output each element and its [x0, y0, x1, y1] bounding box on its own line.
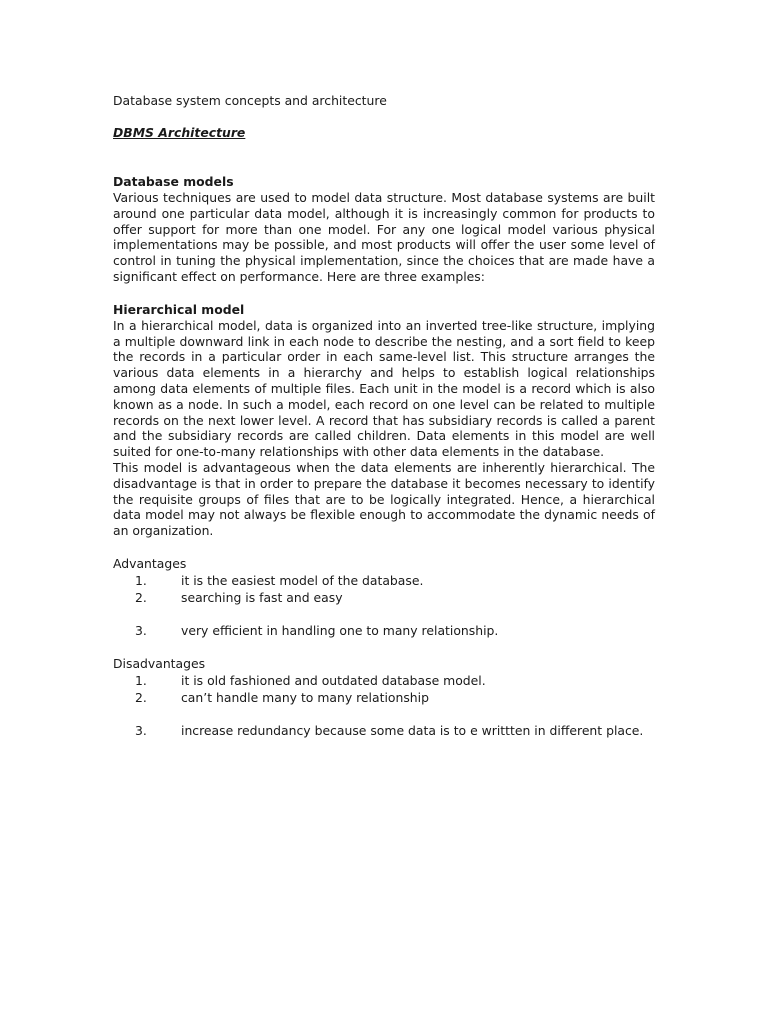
list-item-text: can’t handle many to many relationship: [181, 689, 429, 705]
list-item: [113, 589, 655, 606]
disadvantages-list: [113, 672, 655, 739]
document-title: Database system concepts and architecture: [113, 93, 387, 108]
list-item: [113, 689, 655, 706]
list-item-number: 1.: [135, 672, 147, 688]
list-item-number: 3.: [135, 622, 147, 638]
list-item-text: searching is fast and easy: [181, 589, 343, 605]
list-item: [113, 572, 655, 589]
disadvantages-label: Disadvantages: [113, 655, 206, 671]
list-item-number: 1.: [135, 572, 147, 588]
list-item-number: 3.: [135, 722, 147, 738]
hierarchical-model-paragraph-2: This model is advantageous when the data elements are inherently hierarchical. The disadvantage is that in order to prepare the database it becomes necessary to identify the requisite groups of files that are to be logically integrated. Hence, a hierarchical data model may not always be flexible enough to accommodate the dynamic needs of an organization.: [113, 459, 655, 539]
database-models-paragraph: Various techniques are used to model data structure. Most database systems are built around one particular data model, although it is increasingly common for products to offer support for more than one model. For any one logical model various physical implementations may be possible, and most products will offer the user some level of control in tuning the physical implementation, since the choices that are made have a significant effect on performance. Here are three examples:: [113, 190, 655, 284]
hierarchical-model-heading: Hierarchical model: [113, 301, 245, 317]
database-models-heading: Database models: [113, 174, 234, 189]
list-item-text: it is the easiest model of the database.: [181, 572, 424, 588]
list-item-number: 2.: [135, 589, 147, 605]
list-item: [113, 622, 655, 639]
document-page: [113, 92, 655, 739]
list-item-text: increase redundancy because some data is to e writtten in different place.: [181, 722, 644, 738]
advantages-label: Advantages: [113, 555, 187, 571]
list-item: [113, 722, 655, 739]
list-item: [113, 672, 655, 689]
advantages-list: [113, 572, 655, 639]
dbms-architecture-heading: DBMS Architecture: [113, 125, 246, 140]
list-item-number: 2.: [135, 689, 147, 705]
list-item-text: it is old fashioned and outdated database model.: [181, 672, 486, 688]
hierarchical-model-paragraph-1: In a hierarchical model, data is organized into an inverted tree-like structure, implying a multiple downward link in each node to describe the nesting, and a sort field to keep the records in a particular order in each same-level list. This structure arranges the various data elements in a hierarchy and helps to establish logical relationships among data elements of multiple files. Each unit in the model is a record which is also known as a node. In such a model, each record on one level can be related to multiple records on the next lower level. A record that has subsidiary records is called a parent and the subsidiary records are called children. Data elements in this model are well suited for one-to-many relationships with other data elements in the database.: [113, 317, 655, 460]
list-item-text: very efficient in handling one to many relationship.: [181, 622, 499, 638]
